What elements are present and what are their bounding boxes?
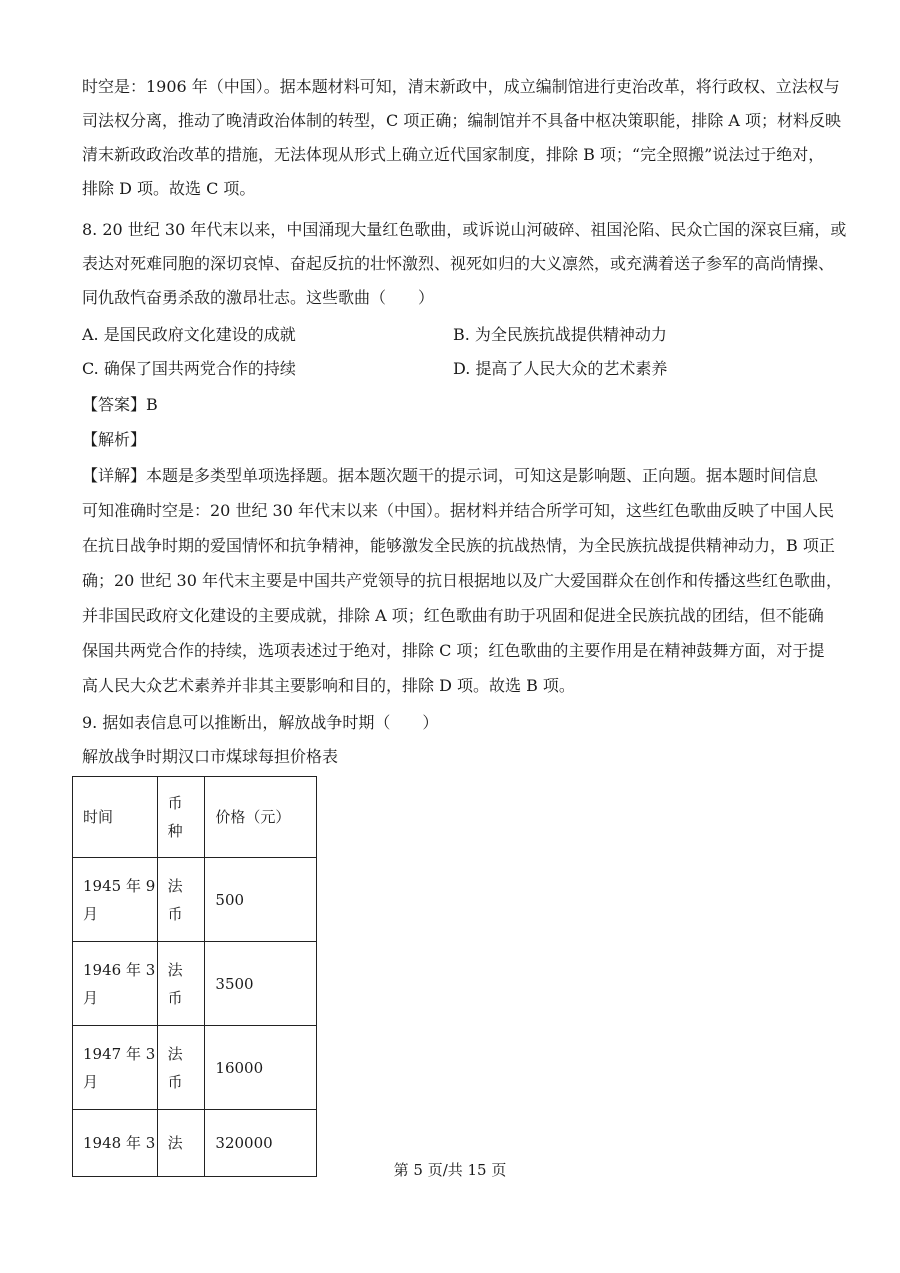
cell-currency-line: 币 [167, 1072, 183, 1091]
cell-currency-line: 法 [167, 960, 183, 979]
question-8-stem: 表达对死难同胞的深切哀悼、奋起反抗的壮怀激烈、视死如归的大义凛然，或充满着送子参军的高尚情操、 [82, 254, 835, 273]
cell-time-line: 1946 年 3 [83, 960, 156, 979]
cell-price: 3500 [205, 942, 317, 1026]
cell-time-line: 月 [83, 988, 99, 1007]
cell-currency [157, 858, 205, 942]
detail-line: 在抗日战争时期的爱国情怀和抗争精神，能够激发全民族的抗战热情，为全民族抗战提供精神动力，B 项正 [82, 536, 835, 555]
cell-currency: 法 [157, 1110, 205, 1177]
detail-line: 并非国民政府文化建设的主要成就，排除 A 项；红色歌曲有助于巩固和促进全民族抗战的团结，但不能确 [82, 606, 824, 625]
cell-time-line: 月 [83, 1072, 99, 1091]
question-8-stem: 同仇敌忾奋勇杀敌的激昂壮志。这些歌曲（ ） [82, 288, 435, 307]
table-caption: 解放战争时期汉口市煤球每担价格表 [82, 747, 339, 766]
table-row [73, 942, 317, 1026]
price-table [72, 776, 317, 1177]
cell-currency [157, 1026, 205, 1110]
cell-time [73, 858, 158, 942]
cell-time-line: 月 [83, 904, 99, 923]
analysis-label: 【解析】 [82, 430, 147, 449]
cell-time-line: 1945 年 9 [83, 876, 156, 895]
cell-price: 16000 [205, 1026, 317, 1110]
cell-time [73, 942, 158, 1026]
table-header-row [73, 777, 317, 858]
cell-time-line: 1947 年 3 [83, 1044, 156, 1063]
answer-label: 【答案】B [82, 395, 158, 414]
detail-line: 确；20 世纪 30 年代末主要是中国共产党领导的抗日根据地以及广大爱国群众在创作和传播这些红色歌曲， [82, 571, 842, 590]
option-b: B. 为全民族抗战提供精神动力 [453, 325, 667, 344]
cell-price: 500 [205, 858, 317, 942]
table-row [73, 1026, 317, 1110]
question-8-stem: 8. 20 世纪 30 年代末以来，中国涌现大量红色歌曲，或诉说山河破碎、祖国沦陷、民众亡国的深哀巨痛，或 [82, 220, 847, 239]
table-row [73, 858, 317, 942]
cell-currency-line: 法 [167, 1044, 183, 1063]
header-currency-line: 币 [167, 794, 183, 812]
question-9-stem: 9. 据如表信息可以推断出，解放战争时期（ ） [82, 713, 439, 732]
cell-currency-line: 法 [167, 876, 183, 895]
cell-currency [157, 942, 205, 1026]
header-time: 时间 [73, 777, 158, 858]
text-line: 排除 D 项。故选 C 项。 [82, 179, 256, 198]
text-line: 清末新政政治改革的措施，无法体现从形式上确立近代国家制度，排除 B 项；“完全照搬”说法过于绝对， [82, 145, 825, 164]
cell-time [73, 1026, 158, 1110]
text-line: 司法权分离，推动了晚清政治体制的转型，C 项正确；编制馆并不具备中枢决策职能，排除 A 项；材料反映 [82, 111, 842, 130]
detail-line: 可知准确时空是：20 世纪 30 年代末以来（中国）。据材料并结合所学可知，这些红色歌曲反映了中国人民 [82, 501, 834, 520]
header-price: 价格（元） [205, 777, 317, 858]
cell-price: 320000 [205, 1110, 317, 1177]
option-c: C. 确保了国共两党合作的持续 [82, 359, 296, 378]
detail-line: 高人民大众艺术素养并非其主要影响和目的，排除 D 项。故选 B 项。 [82, 676, 575, 695]
cell-currency-line: 币 [167, 904, 183, 923]
option-d: D. 提高了人民大众的艺术素养 [453, 359, 668, 378]
option-a: A. 是国民政府文化建设的成就 [82, 325, 296, 344]
detail-line: 保国共两党合作的持续，选项表述过于绝对，排除 C 项；红色歌曲的主要作用是在精神鼓舞方面，对于提 [82, 641, 825, 660]
page-footer: 第 5 页/共 15 页 [393, 1161, 507, 1179]
detail-line: 【详解】本题是多类型单项选择题。据本题次题干的提示词，可知这是影响题、正向题。据本题时间信息 [82, 466, 819, 485]
text-line: 时空是：1906 年（中国）。据本题材料可知，清末新政中，成立编制馆进行吏治改革，将行政权、立法权与 [82, 77, 840, 96]
header-currency-line: 种 [167, 822, 183, 840]
header-currency [157, 777, 205, 858]
cell-time: 1948 年 3 [73, 1110, 158, 1177]
cell-currency-line: 币 [167, 988, 183, 1007]
